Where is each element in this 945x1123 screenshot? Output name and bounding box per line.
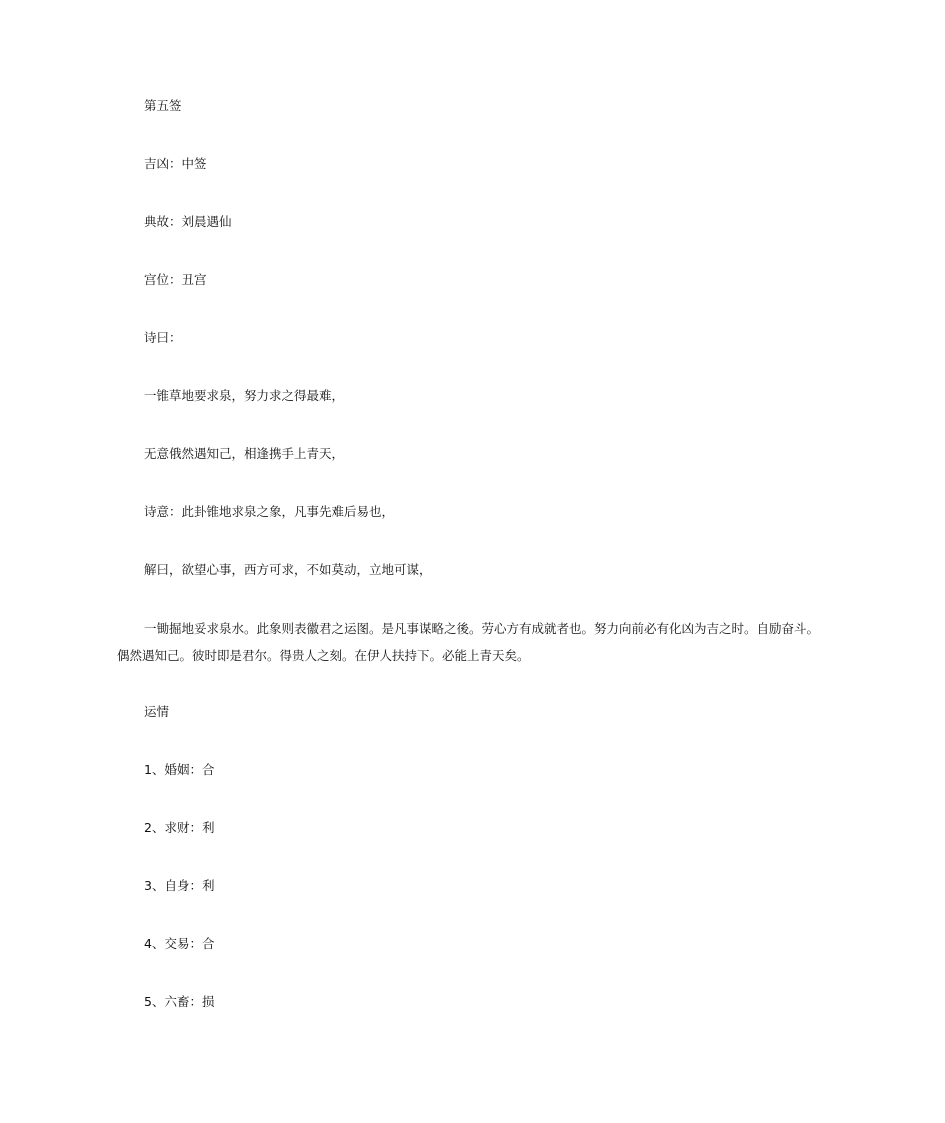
luck-heading: 运情 <box>144 704 170 719</box>
lot-title: 第五签 <box>144 98 182 113</box>
luck-item-trade: 4、交易：合 <box>144 936 215 951</box>
poem-heading: 诗曰： <box>144 330 182 345</box>
luck-item-wealth: 2、求财：利 <box>144 820 215 835</box>
palace-line: 宫位：丑宫 <box>144 272 207 287</box>
allusion-line: 典故：刘晨遇仙 <box>144 214 232 229</box>
fortune-line: 吉凶：中签 <box>144 156 207 171</box>
commentary-paragraph: 一锄掘地妥求泉水。此象则表徽君之运图。是凡事谋略之後。劳心方有成就者也。努力向前必有化凶为吉之时。自励奋斗。偶然遇知己。彼时即是君尔。得贵人之刻。在伊人扶持下。必能上青天矣。 <box>117 621 820 663</box>
luck-item-livestock: 5、六畜：损 <box>144 994 215 1009</box>
poem-line-1: 一锥草地要求泉，努力求之得最难， <box>144 388 345 403</box>
interpretation-line: 解曰，欲望心事，西方可求，不如莫动，立地可谋， <box>144 562 432 577</box>
luck-item-self: 3、自身：利 <box>144 878 215 893</box>
poem-line-2: 无意俄然遇知己，相逢携手上青天， <box>144 446 345 461</box>
poem-meaning: 诗意：此卦锥地求泉之象，凡事先难后易也， <box>144 504 395 519</box>
luck-item-marriage: 1、婚姻：合 <box>144 762 215 777</box>
